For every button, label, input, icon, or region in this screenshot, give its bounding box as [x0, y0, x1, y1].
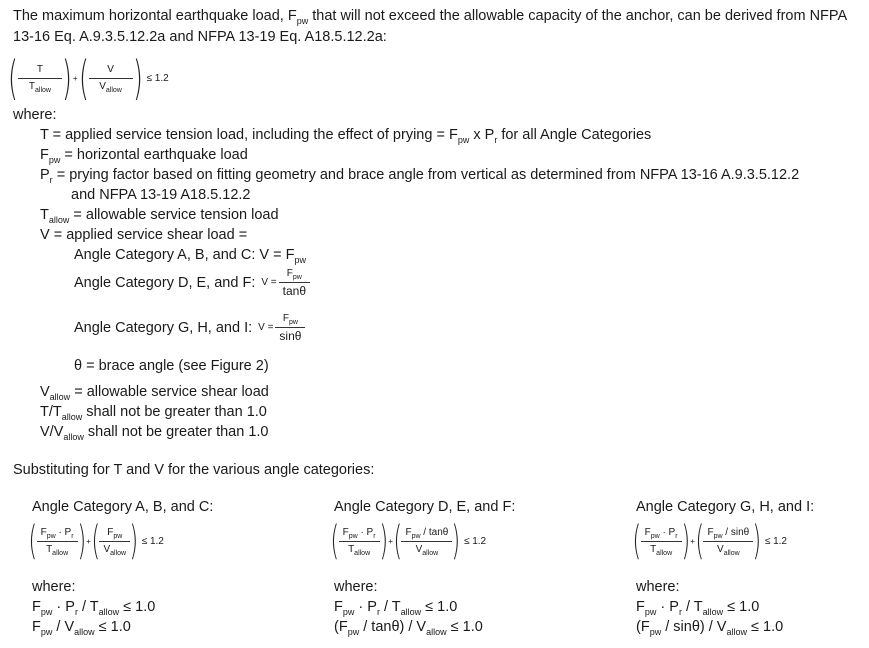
right-paren: ) — [77, 518, 86, 564]
plus-sign: + — [72, 73, 78, 83]
left-paren: ( — [393, 518, 402, 564]
frac-numerator: V — [107, 63, 114, 75]
frac-denominator: $T_{allow}$ — [339, 541, 380, 556]
cat-def-label: Angle Category D, E, and F: — [74, 274, 256, 291]
right-paren: ) — [379, 518, 388, 564]
frac-numerator: $F_{pw} \cdot P_r$ — [342, 526, 376, 540]
column-shear-check: $F_{pw} / V_{allow} \le 1.0$ — [32, 619, 131, 637]
right-paren: ) — [752, 518, 762, 564]
intro-sub: pw — [296, 16, 309, 26]
cat-ghi-shear — [74, 313, 305, 342]
frac-denominator: $T_{allow}$ — [641, 541, 682, 556]
cat-ghi-label: Angle Category G, H, and I: — [74, 319, 253, 336]
inequality-limit: ≤ 1.2 — [146, 72, 169, 84]
frac-denominator: $V_{allow}$ — [89, 78, 133, 93]
column-title: Angle Category G, H, and I: — [636, 499, 815, 515]
fpw-over-tan: $\frac{F_{pw}}{\tan\theta}$ — [279, 268, 310, 297]
frac-numerator: $F_{pw}$ — [107, 526, 123, 540]
def-v: V = applied service shear load = — [40, 227, 248, 243]
right-paren: ) — [61, 51, 72, 105]
column-tension-check: $F_{pw} \cdot P_r / T_{allow} \le 1.0$ — [636, 599, 760, 617]
tension-fraction — [37, 527, 78, 556]
ratio-v-limit: $V/V_{allow}$ shall not be greater than 1.0 — [40, 424, 269, 442]
left-paren: ( — [91, 518, 100, 564]
frac-numerator: $F_{pw}$ / sinθ — [707, 526, 750, 540]
def-fpw: $F_{pw}$ = horizontal earthquake load — [40, 147, 248, 165]
column-interaction-equation — [28, 518, 164, 564]
def-pr: $P_r$ = prying factor based on fitting geometry and brace angle from vertical as determined from NFPA 13-16 A.9.3.5.12.2 — [40, 167, 800, 185]
intro-paragraph — [13, 6, 868, 48]
theta-def: θ = brace angle (see Figure 2) — [74, 358, 269, 374]
column-where: where: — [32, 579, 76, 595]
fpw-over-sin: $\frac{F_{pw}}{\sin\theta}$ — [275, 313, 305, 342]
left-paren: ( — [78, 51, 89, 105]
frac-denominator: $T_{allow}$ — [18, 78, 62, 93]
right-paren: ) — [132, 51, 143, 105]
frac-denominator: $V_{allow}$ — [99, 541, 130, 556]
left-paren: ( — [8, 51, 18, 105]
column-title: Angle Category D, E, and F: — [334, 499, 516, 515]
tension-fraction — [339, 527, 380, 556]
def-vallow: $V_{allow}$ = allowable service shear load — [40, 384, 269, 402]
column-where: where: — [334, 579, 378, 595]
plus-sign: + — [690, 536, 695, 546]
cat-def-shear — [74, 268, 310, 297]
v-over-vallow — [89, 64, 133, 93]
frac-numerator: T — [36, 63, 43, 75]
left-paren: ( — [330, 518, 340, 564]
substituting-heading: Substituting for T and V for the various angle categories: — [13, 462, 375, 478]
column-shear-check: $(F_{pw} / \sin\theta) / V_{allow} \le 1.0$ — [636, 619, 784, 637]
main-interaction-equation — [8, 51, 169, 105]
ratio-t-limit: $T/T_{allow}$ shall not be greater than 1.0 — [40, 404, 267, 422]
inequality-limit: ≤ 1.2 — [463, 535, 487, 547]
intro-text-a: The maximum horizontal earthquake load, F — [13, 8, 297, 24]
def-pr-continued: and NFPA 13-19 A18.5.12.2 — [71, 187, 251, 203]
column-tension-check: $F_{pw} \cdot P_r / T_{allow} \le 1.0$ — [334, 599, 458, 617]
right-paren: ) — [451, 518, 461, 564]
t-over-tallow — [18, 64, 62, 93]
frac-denominator: $T_{allow}$ — [37, 541, 78, 556]
column-interaction-equation — [632, 518, 787, 564]
v-equals-tan: V = $\frac{F_{pw}}{\tan\theta}$ — [261, 268, 310, 297]
intro-text-b: that will not exceed the allowable capacity of the anchor, can be derived from NFPA 13-16 Eq. A.9.3.5.12.2a and NFPA 13-19 Eq. A18.5.12.2a: — [13, 8, 847, 45]
where-label: where: — [13, 107, 57, 123]
column-title: Angle Category A, B, and C: — [32, 499, 214, 515]
inequality-limit: ≤ 1.2 — [764, 535, 787, 547]
frac-denominator: $V_{allow}$ — [703, 541, 753, 556]
shear-fraction — [703, 527, 753, 556]
frac-denominator: $V_{allow}$ — [401, 541, 452, 556]
frac-numerator: $F_{pw} \cdot P_r$ — [40, 526, 74, 540]
plus-sign: + — [388, 536, 393, 546]
plus-sign: + — [86, 536, 91, 546]
frac-numerator: $F_{pw} \cdot P_r$ — [644, 526, 678, 540]
left-paren: ( — [695, 518, 704, 564]
inequality-limit: ≤ 1.2 — [141, 535, 164, 547]
column-tension-check: $F_{pw} \cdot P_r / T_{allow} \le 1.0$ — [32, 599, 156, 617]
v-equals-sin: V = $\frac{F_{pw}}{\sin\theta}$ — [258, 313, 305, 342]
column-interaction-equation — [330, 518, 487, 564]
shear-fraction — [99, 527, 130, 556]
cat-abc-shear: Angle Category A, B, and C: $V = F_{pw}$ — [74, 247, 306, 265]
column-shear-check: $(F_{pw} / \tan\theta) / V_{allow} \le 1.0$ — [334, 619, 483, 637]
frac-numerator: $F_{pw}$ / tanθ — [405, 526, 449, 540]
column-where: where: — [636, 579, 680, 595]
left-paren: ( — [632, 518, 642, 564]
def-tallow: $T_{allow}$ = allowable service tension load — [40, 207, 279, 225]
right-paren: ) — [681, 518, 690, 564]
def-t: T = applied service tension load, including the effect of prying = $F_{pw}$ x $P_r$ for all Angle Categories — [40, 127, 652, 145]
left-paren: ( — [28, 518, 38, 564]
tension-fraction — [641, 527, 682, 556]
right-paren: ) — [129, 518, 139, 564]
shear-fraction — [401, 527, 452, 556]
